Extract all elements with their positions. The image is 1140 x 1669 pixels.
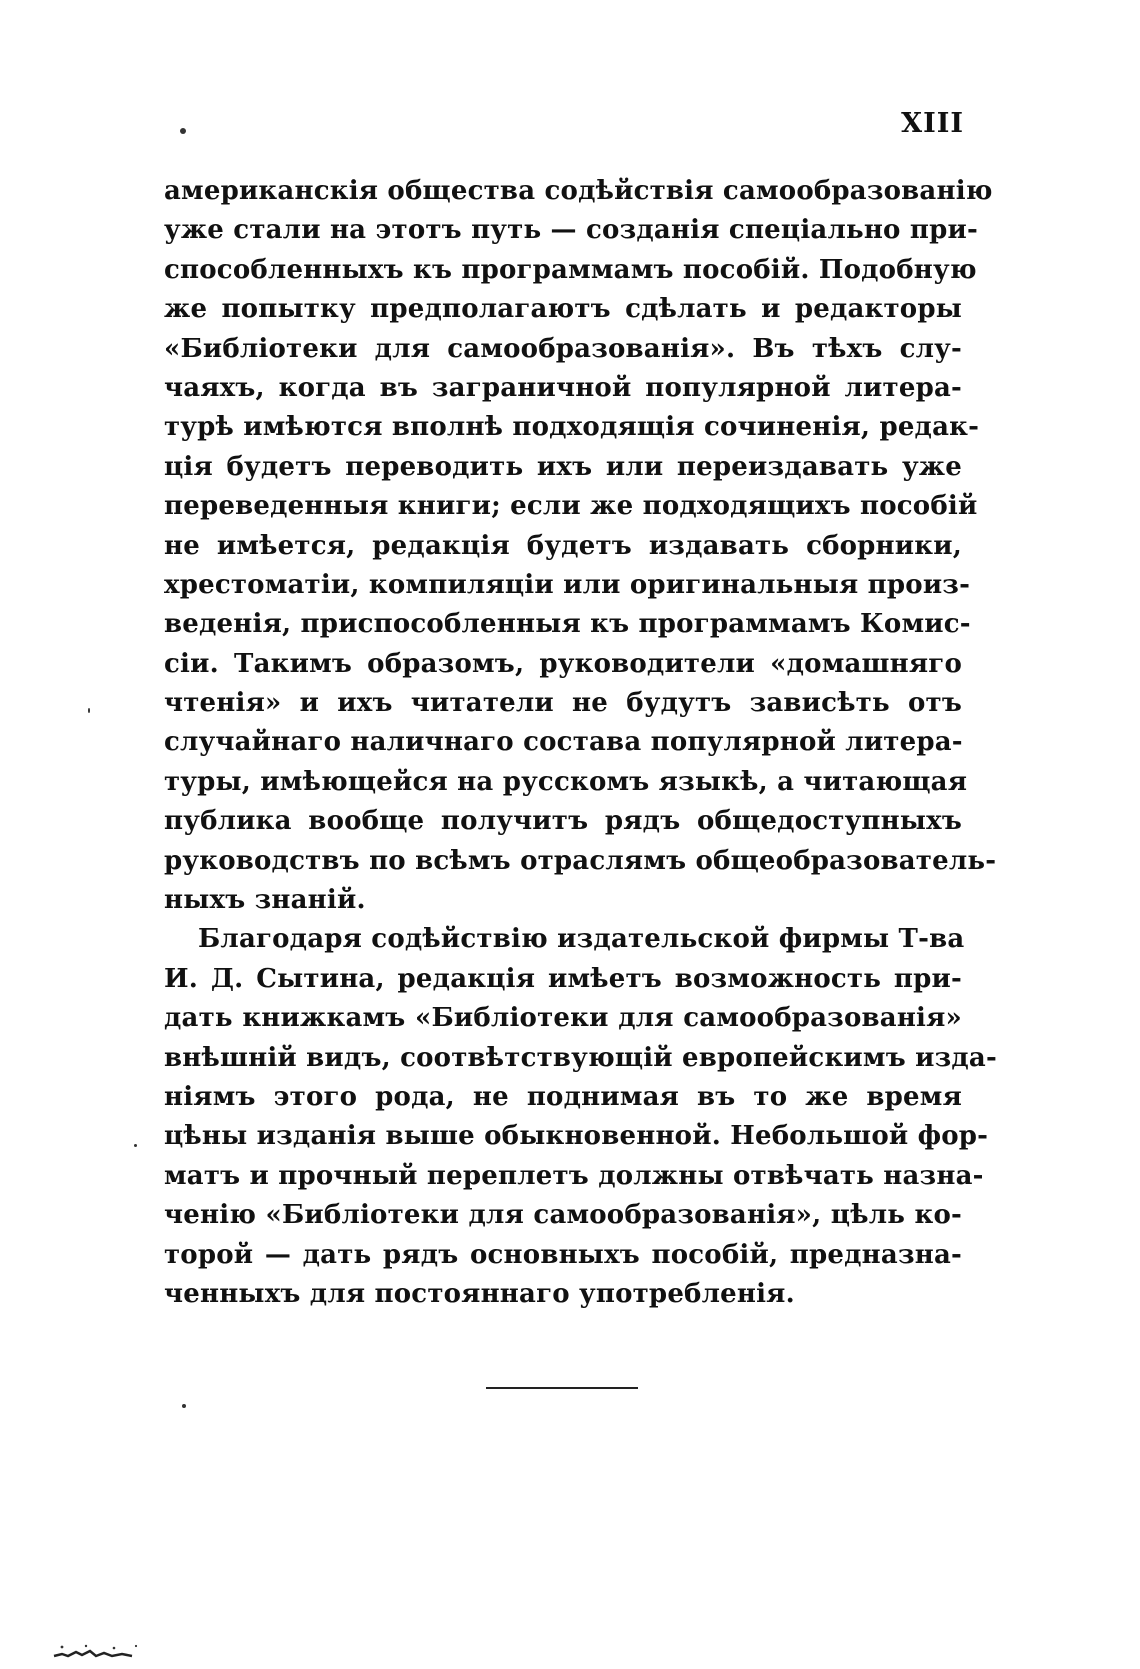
paragraph-2 [164,920,997,1314]
scan-smudge [52,1644,152,1658]
text-line: способленныхъ къ программамъ пособій. Подобную [164,254,977,285]
text-line: И. Д. Сытина, редакція имѣетъ возможность при- [164,963,962,994]
text-line: «Библіотеки для самообразованія». Въ тѣхъ слу- [164,333,962,364]
text-line: Благодаря содѣйствію издательской фирмы Т-ва [198,924,965,955]
text-line: внѣшній видъ, соотвѣтствующій европейскимъ изда- [164,1042,997,1073]
text-line: публика вообще получитъ рядъ общедоступныхъ [164,806,962,837]
text-line: ніямъ этого рода, не поднимая въ то же время [164,1081,962,1112]
text-line: американскія общества содѣйствія самообразованію [164,176,993,206]
text-line: цѣны изданія выше обыкновенной. Небольшой фор- [164,1121,989,1152]
paragraph-1 [164,172,997,920]
text-line: чтенія» и ихъ читатели не будутъ зависѣть отъ [164,688,962,719]
text-line: туры, имѣющейся на русскомъ языкѣ, а читающая [164,766,968,797]
text-line: сіи. Такимъ образомъ, руководители «домашняго [164,648,962,679]
body-text [164,172,997,1314]
text-line: веденія, приспособленныя къ программамъ Комис- [164,609,971,640]
ink-speck [180,128,186,134]
text-line: торой — дать рядъ основныхъ пособій, предназна- [164,1239,962,1270]
text-line: случайнаго наличнаго состава популярной литера- [164,727,963,758]
text-line: не имѣется, редакція будетъ издавать сборники, [164,530,962,561]
text-line: матъ и прочный переплетъ должны отвѣчать назна- [164,1160,984,1191]
text-line: чаяхъ, когда въ заграничной популярной литера- [164,372,962,403]
ink-speck [134,1144,137,1147]
ink-speck [182,1404,186,1408]
text-line: же попытку предполагаютъ сдѣлать и редакторы [164,294,962,325]
text-line: переведенныя книги; если же подходящихъ пособій [164,491,978,522]
text-line: турѣ имѣются вполнѣ подходящія сочиненія, редак- [164,412,980,443]
ink-speck [88,708,90,713]
text-line: дать книжкамъ «Библіотеки для самообразованія» [164,1003,962,1034]
text-line: ція будетъ переводить ихъ или переиздавать уже [164,451,962,482]
text-line: ченію «Библіотеки для самообразованія», цѣль ко- [164,1200,962,1231]
text-line: руководствъ по всѣмъ отраслямъ общеобразователь- [164,845,997,876]
text-line: ныхъ знаній. [164,885,366,916]
page-number: XIII [901,108,964,139]
text-line: уже стали на этотъ путь — созданія спеціально при- [164,215,978,246]
text-line: хрестоматіи, компиляціи или оригинальныя произ- [164,569,971,600]
section-divider [486,1387,638,1389]
text-line: ченныхъ для постояннаго употребленія. [164,1278,795,1309]
